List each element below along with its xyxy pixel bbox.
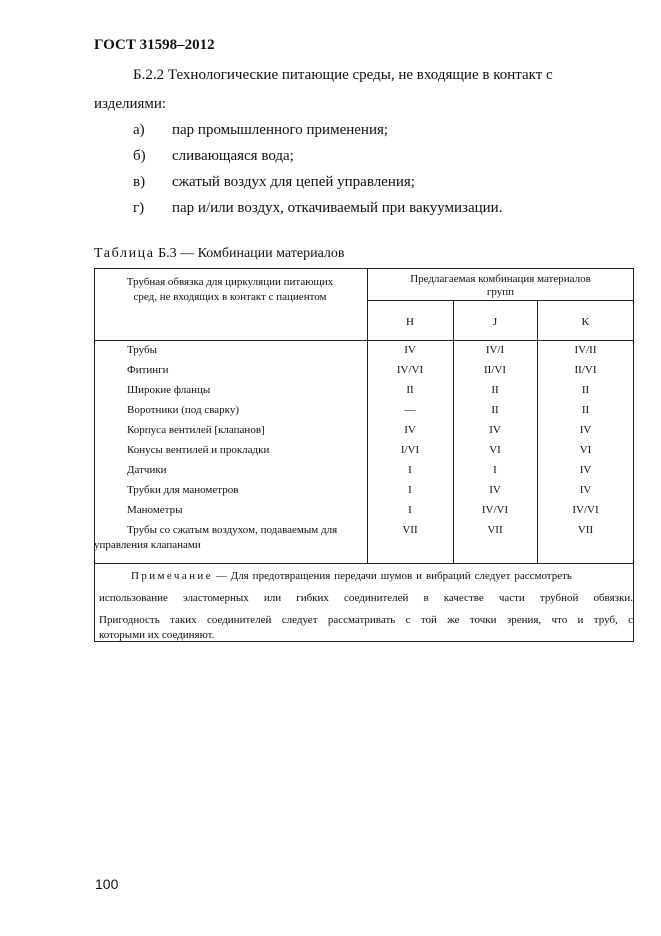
cell-h: VII xyxy=(402,524,418,536)
cell-j: IV/VI xyxy=(481,504,509,516)
cell-k: II xyxy=(581,384,590,396)
cell-j: II xyxy=(491,384,499,396)
cell-h: IV/VI xyxy=(396,364,424,376)
row-label: Трубы xyxy=(127,344,157,356)
note-line-1 xyxy=(131,570,572,582)
row-label-continuation: управления клапанами xyxy=(94,539,201,551)
column-header-j: J xyxy=(492,316,498,328)
cell-k: II xyxy=(581,404,590,416)
cell-j: IV xyxy=(489,424,501,436)
cell-k: VI xyxy=(579,444,592,456)
column-header-h: H xyxy=(406,316,414,328)
table-caption-label: Таблица xyxy=(94,246,155,261)
note-line-4: которыми их соединяют. xyxy=(99,629,215,641)
header-left-line-2: сред, не входящих в контакт с пациентом xyxy=(133,291,327,303)
list-item-letter: в) xyxy=(133,174,146,190)
cell-h: I/VI xyxy=(400,444,420,456)
row-label: Трубы со сжатым воздухом, подаваемым для xyxy=(127,524,338,536)
row-label: Манометры xyxy=(127,504,183,516)
cell-h: I xyxy=(408,504,412,516)
list-item-text: сжатый воздух для цепей управления; xyxy=(172,174,415,190)
table-caption xyxy=(94,246,345,262)
row-label: Широкие фланцы xyxy=(127,384,211,396)
list-item-text: сливающаяся вода; xyxy=(172,148,294,164)
section-line-1: Б.2.2 Технологические питающие среды, не входящие в контакт с xyxy=(133,67,553,83)
cell-j: II/VI xyxy=(484,364,506,376)
row-label: Трубки для манометров xyxy=(127,484,239,496)
cell-k: IV/VI xyxy=(572,504,599,516)
cell-h: IV xyxy=(404,344,416,356)
header-right-line-1: Предлагаемая комбинация материалов xyxy=(410,273,591,285)
cell-j: IV/I xyxy=(485,344,505,356)
row-label: Корпуса вентилей [клапанов] xyxy=(127,424,265,436)
list-item-letter: б) xyxy=(133,148,146,164)
list-item-letter: г) xyxy=(133,200,145,216)
cell-h: I xyxy=(408,464,412,476)
table-caption-text: Б.3 — Комбинации материалов xyxy=(158,246,345,261)
cell-h: — xyxy=(404,404,416,416)
cell-h: IV xyxy=(404,424,416,436)
cell-k: IV/II xyxy=(574,344,597,356)
cell-j: VI xyxy=(489,444,501,456)
note-line-2: использование эластомерных или гибких соединителей в качестве части трубной обвязки. xyxy=(99,592,633,604)
column-header-k: K xyxy=(581,316,590,328)
cell-h: I xyxy=(408,484,412,496)
section-line-2: изделиями: xyxy=(94,96,167,112)
cell-j: II xyxy=(491,404,499,416)
cell-k: IV xyxy=(579,484,592,496)
document-code: ГОСТ 31598–2012 xyxy=(94,37,215,53)
cell-k: IV xyxy=(579,424,592,436)
list-item-letter: а) xyxy=(133,122,145,138)
page-number: 100 xyxy=(95,876,119,892)
row-label: Конусы вентилей и прокладки xyxy=(127,444,270,456)
cell-j: I xyxy=(493,464,497,476)
cell-k: VII xyxy=(577,524,594,536)
header-left-line-1: Трубная обвязка для циркуляции питающих xyxy=(126,276,334,288)
list-item-text: пар промышленного применения; xyxy=(172,122,389,138)
header-right-line-2: групп xyxy=(486,286,515,298)
cell-k: II/VI xyxy=(574,364,597,376)
row-label: Датчики xyxy=(127,464,167,476)
cell-j: IV xyxy=(489,484,501,496)
cell-h: II xyxy=(406,384,414,396)
cell-k: IV xyxy=(579,464,592,476)
note-label: Примечание xyxy=(131,570,213,582)
list-item-text: пар и/или воздух, откачиваемый при вакуумизации. xyxy=(172,200,503,216)
note-line-3: Пригодность таких соединителей следует рассматривать с той же точки зрения, что и труб, с xyxy=(99,614,633,626)
cell-j: VII xyxy=(487,524,503,536)
row-label: Воротники (под сварку) xyxy=(127,404,239,416)
row-label: Фитинги xyxy=(127,364,169,376)
note-line-1-text: — Для предотвращения передачи шумов и вибраций следует рассмотреть xyxy=(215,570,572,582)
